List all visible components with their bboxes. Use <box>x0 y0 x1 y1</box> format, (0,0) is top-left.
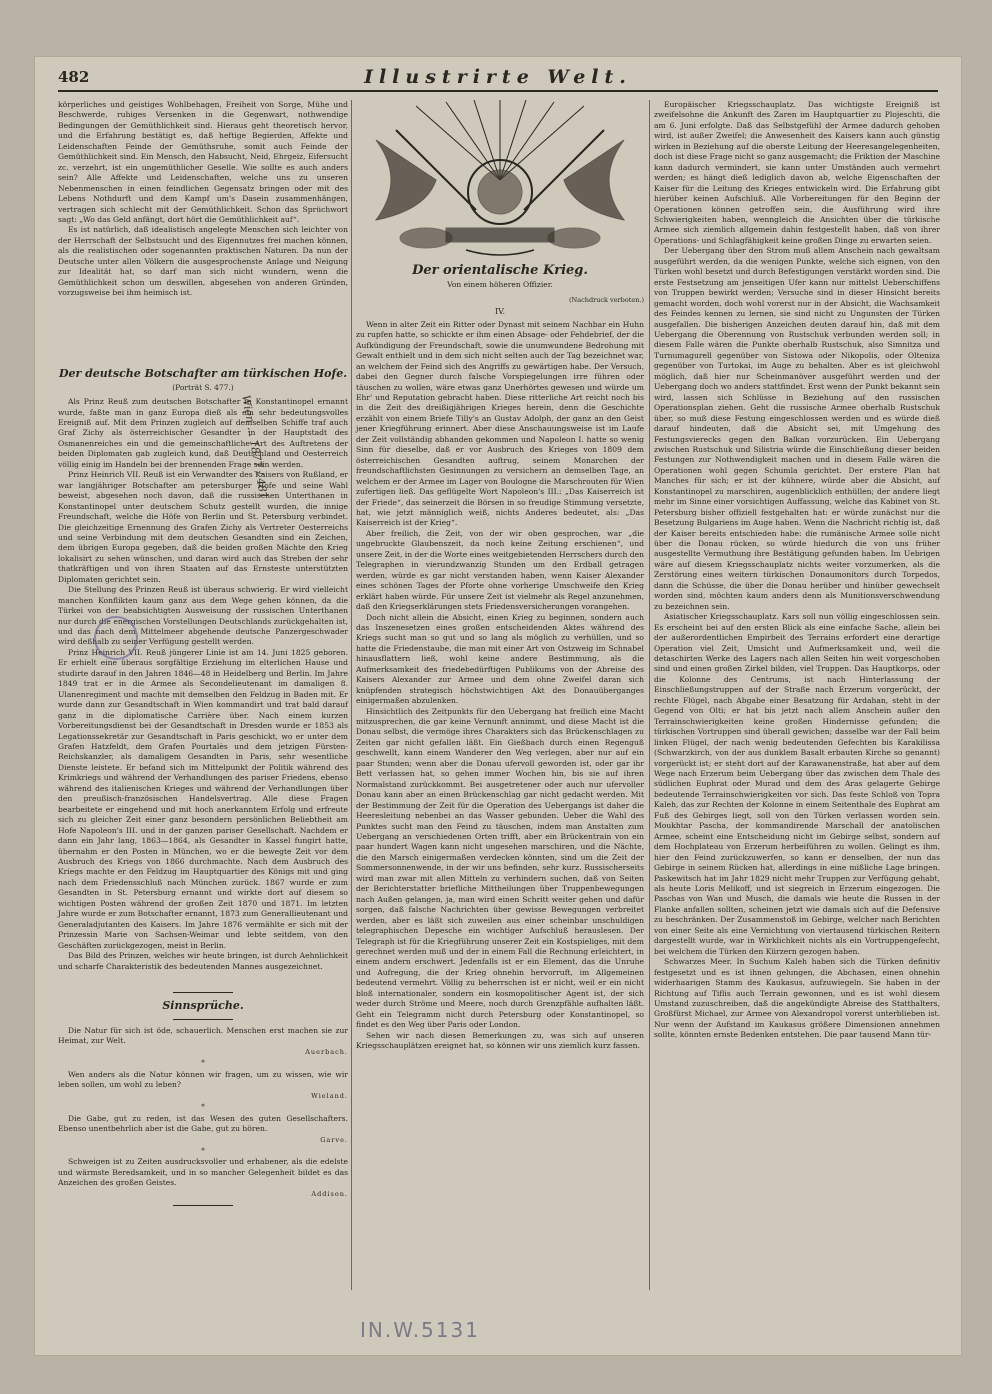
aphorism-text: Schweigen ist zu Zeiten ausdrucksvoller und erhabener, als die edelste und wärmste Beredsamkeit, und in so mancher Gelegenheit bildet es das Anzeichen des großen Geistes. <box>58 1157 348 1188</box>
intro-paragraph: körperliches und geistiges Wohlbehagen, Freiheit von Sorge, Mühe und Beschwerde, ruhiges Versenken in die Gegenwart, nothwendige Bedingungen der Gemüthlichkeit sind. Hieraus geht theoretisch hervor, und die Erfahrung bestätigt es, daß heftige Begierden, Affekte und Leidenschaften Feinde der Gemüthsruhe, somit auch Feinde der Gemüthlichkeit sind. Ein Mensch, den Habsucht, Neid, Ehrgeiz, Eifersucht zc. verzehrt, ist ein ungemüthlicher Geselle. Wie sollte es auch anders sein? Alle Affekte und Leidenschaften, welche uns zu unseren Nebenmenschen in einen feindlichen Gegensatz bringen oder mit des Lebens Nothdurft und dem Kampf um's Dasein zusammenhängen, vertragen sich schlecht mit der Gemüthlichkeit. Schon das Sprüchwort sagt: „Wo das Geld anfängt, dort hört die Gemüthlichkeit auf“. <box>58 100 348 224</box>
column-left <box>58 100 348 1212</box>
article-paragraph: Prinz Heinrich VII. Reuß ist ein Verwandter des Kaisers von Rußland, er war langjähriger Botschafter am petersburger Hofe und seine Wahl beweist, abgesehen noch davon, daß die russischen Unterthanen in Konstantinopel unter deutschem Schutz gestellt wurden, die innige Freundschaft, welche die Höfe von Berlin und St. Petersburg verbindet. Die gleichzeitige Ernennung des Grafen Zichy als Vertreter Oesterreichs und seine Verbindung mit dem deutschen Gesandten sind ein Zeichen, dem übrigen Europa gegeben, daß die beiden großen Mächte den Krieg lokalisirt zu sehen wünschen, und daran wird auch das Streben der sehr thatkräftigen und von ihren Staaten auf das Ernsteste unterstützten Diplomaten gerichtet sein. <box>58 470 348 584</box>
page-number: 482 <box>58 68 90 86</box>
article-paragraph: Schwarzes Meer. In Suchum Kaleh haben sich die Türken definitiv festgesetzt und es ist ihnen gelungen, die Abchasen, einen ohnehin widerhaarigen Stamm des Kaukasus, aufzuwiegeln. Sie haben in der Richtung auf Tiflis auch Terrain gewonnen, und es ist wohl diesem Umstand zuzuschreiben, daß die angekündigte Abreise des Statthalters, Großfürst Michael, zur Armee von Alexandropol vorerst unterblieben ist. Nur wenn der Aufstand im Kaukasus größere Dimensionen annehmen sollte, könnten ernste Bedenken entstehen. Die paar tausend Mann tür- <box>654 957 940 1040</box>
column-rule <box>351 100 352 1290</box>
article-paragraph: Europäischer Kriegsschauplatz. Das wichtigste Ereigniß ist zweifelsohne die Ankunft des Zaren im Hauptquartier zu Plojeschti, die am 6. Juni erfolgte. Daß das Selbstgefühl der Armee dadurch gehoben wird, ist außer Zweifel; die Anwesenheit des Kaisers kann auch günstig wirken in Beziehung auf die oberste Leitung der Heeresangelegenheiten, doch ist diese Frage nicht so ganz ausgemacht; die Friktion der Maschine kann dadurch vermindert, sie kann unter Umständen auch vermehrt werden; es hängt dieß lediglich davon ab, welche Eigenschaften der Kaiser für die Leitung des Krieges entwickeln wird. Die Erfahrung gibt hierüber keinen Aufschluß. Alle Vorbereitungen für den Beginn der Operationen können getroffen sein, die Ausführung wird ihre Schwierigkeiten haben, wenngleich die Ansichten über die türkische Armee sich ziemlich allgemein dahin festgestellt haben, daß von ihrer Operations- und Schlagfähigkeit keine großen Dinge zu erwarten seien. <box>654 100 940 245</box>
aphorism-author: Addison. <box>311 1189 348 1198</box>
section-title: Sinnsprüche. <box>162 998 244 1012</box>
divider <box>173 992 233 993</box>
article-subtitle: Von einem höheren Offizier. <box>447 280 553 290</box>
article-paragraph: Sehen wir nach diesen Bemerkungen zu, was sich auf unseren Kriegsschauplätzen ereignet hat, so können wir uns ziemlich kurz fassen. <box>356 1030 644 1051</box>
article-title: Der deutsche Botschafter am türkischen Hofe. <box>58 366 348 380</box>
spacer <box>58 972 348 986</box>
sunburst-rays <box>416 100 584 180</box>
inventory-number: IN.W.5131 <box>360 1318 480 1342</box>
column-rule <box>649 100 650 1290</box>
column-right <box>654 100 940 1041</box>
part-number: IV. <box>494 307 506 317</box>
article-paragraph: Als Prinz Reuß zum deutschen Botschafter in Konstantinopel ernannt wurde, faßte man in ganz Europa dieß als ein sehr bedeutungsvolles Ereigniß auf. Mit dem Prinzen zugleich auf demselben Schiffe traf auch Graf Zichy als österreichischer Gesandter in der Hauptstadt des Osmanenreiches ein und die gemeinschaftliche Art des Auftretens der beiden Diplomaten gab zugleich kund, daß Deutschland und Oesterreich völlig einig im Handeln bei der brennenden Frage sein werden. <box>58 397 348 469</box>
article-subtitle: (Porträt S. 477.) <box>172 382 234 392</box>
reprint-note: (Nachdruck verboten.) <box>569 295 644 304</box>
war-emblem-illustration <box>356 100 644 260</box>
article-paragraph: Asiatischer Kriegsschauplatz. Kars soll nun völlig eingeschlossen sein. Es erscheint bei auf den ersten Blick als eine einfache Sache, allein bei der außerordentlichen Empirbeit des Terrains erfordert eine derartige Operation viel Zeit, Umsicht und Aufmerksamkeit und, weil die detaschirten Werke des Lagers nach allen Seiten hin weit vorgeschoben sind und einen großen Zirkel bilden, viel Truppen. Das Hauptkorps, oder die Kolonne des Centrums, ist nach Hinterlassung der Einschließungstruppen auf der Straße nach Erzerum vorgerückt, der rechte Flügel, nach Abgabe einer Besatzung für Ardahan, steht in der Gegend von Olti; er hat bis jetzt nach allem Anschein außer den Terrainschwierigkeiten keine großen Hindernisse gefunden; die türkischen Vortruppen sind überall gewichen; dasselbe war der Fall beim linken Flügel, der nach wenig bedeutenden Gefechten bis Karakilissa (Schwarzkirch, von der aus dunklem Basalt erbauten Kirche so genannt) vorgerückt ist; er steht dort auf der Karawanenstraße, hat aber auf dem Wege nach Erzerum beim Uebergang über das zwischen dem Thale des südlichen Euphrat oder Murad und dem des Aras gelagerte Gebirge bedeutende Terrainschwierigkeiten vor sich. Das feste Schloß von Topra Kaleh, das zur Rechten der Kolonne in einem Seitenthale des Euphrat am Fuß des Gebirges liegt, soll von den Türken verlassen worden sein. Moukhtar Pascha, der kommandirende Marschall der anatolischen Armee, scheint eine Entscheidung nicht im Gebirge selbst, sondern auf dem Hochplateau von Erzerum herbeiführen zu wollen. Gelingt es ihm, hier den Feind zurückzuwerfen, so kann er denselben, der nun das Gebirge in seinem Rücken hat, allerdings in eine mißliche Lage bringen. Paskewitsch hat im Jahr 1829 nicht mehr Truppen zur Verfügung gehabt, als heute Loris Melikoff, und ist siegreich in Erzerum eingezogen. Die Paschas von Wan und Musch, die damals wie heute die Russen in der Flanke anfallen sollten, scheinen jetzt wie damals sich auf die Defensive zu beschränken. Der Zusammenstoß im Gebirge, welcher nach Berichten von einer Seite als eine Vernichtung von viertausend türkischen Reitern dargestellt wurde, war in Wirklichkeit nichts als ein Vortruppengefecht, bei welchem die Türken den Kürzern gezogen haben. <box>654 612 940 956</box>
handwritten-annotation: Wien ... 1877 / 481 <box>239 394 271 501</box>
aphorism-text: Die Gabe, gut zu reden, ist das Wesen des guten Gesellschafters. Ebenso unentbehrlich aber ist die Gabe, gut zu hören. <box>58 1113 348 1134</box>
article-paragraph: Doch nicht allein die Absicht, einen Krieg zu beginnen, sondern auch das Inszenesetzen eines großen entscheidenden Aktes während des Kriegs sucht man so gut und so lang als möglich zu verhüllen, und so hatte die Friedenstaube, die man mit einer Art von Ostzweig im Schnabel hinausflattern ließ, wohl keine andere Bestimmung, als die Aufmerksamkeit des friedebedürftigen Publikums von der Abreise des Kaisers Alexander zur Armee und dem ohne Zweifel daran sich knüpfenden strategisch höchstwichtigen Akt des Donauüberganges einigermaßen abzulenken. <box>356 612 644 706</box>
masthead-title: Illustrirte Welt. <box>364 66 632 88</box>
separator-star: * <box>201 1146 205 1155</box>
library-stamp <box>94 616 138 660</box>
intro-paragraph: Es ist natürlich, daß idealistisch angelegte Menschen sich leichter von der Herrschaft der Selbstsucht und des Eigennutzes frei machen können, als die realistischen oder sogenannten praktischen Naturen. Da nun der Deutsche unter allen Völkern die ausgesprochenste Anlage und Neigung zur Idealität hat, so darf man sich nicht wundern, wenn die Gemüthlichkeit schon um deswillen, abgesehen von anderen Gründen, vorzugsweise bei ihm heimisch ist. <box>58 225 348 298</box>
page-header <box>58 66 938 92</box>
separator-star: * <box>201 1103 205 1112</box>
separator-star: * <box>201 1059 205 1068</box>
aphorism-author: Auerbach. <box>305 1047 348 1056</box>
aphorism-author: Garve. <box>320 1135 348 1144</box>
article-paragraph: Prinz Heinrich VII. Reuß jüngerer Linie ist am 14. Juni 1825 geboren. Er erhielt eine überaus sorgfältige Erziehung im elterlichen Hause und studirte darauf in den Jahren 1846—48 in Heidelberg und Berlin. Im Jahre 1849 trat er in die Armee als Secondelieutenant im damaligen 8. Ulanenregiment und machte mit demselben den Feldzug in Baden mit. Er wurde dann zur Gesandtschaft in Wien kommandirt und trat bald darauf ganz in die diplomatische Carrière über. Nach einem kurzen Vorbereitungsdienst bei der Gesandtschaft in Dresden wurde er 1853 als Legationssekretär zur Gesandtschaft in Paris geschickt, wo er unter dem Grafen Hatzfeldt, dem Grafen Pourtalès und dem jetzigen Fürsten-Reichskanzler, als damaligem Gesandten in Paris, sehr wesentliche Dienste leistete. Er befand sich im Mittelpunkt der Politik während des Krimkriegs und während der Verhandlungen des pariser Friedens, ebenso während des italienischen Krieges und während der Verhandlungen über den preußisch-französischen Handelsvertrag. Alle diese Fragen bearbeitete er eingehend und mit hoch anerkanntem Erfolg und erfreute sich zu gleicher Zeit einer ganz besondern persönlichen Beliebtheit am Hofe Napoleon's III. und in der ganzen pariser Gesellschaft. Nachdem er dann ein Jahr lang, 1863—1864, als Gesandter in Kassel fungirt hatte, übernahm er den Posten in München, wo er die bewegte Zeit vor dem Ausbruch des Kriegs von 1866 durchmachte. Nach dem Ausbruch des Kriegs machte er den Feldzug im Hauptquartier des Königs mit und ging nach dem Friedensschluß nach München zurück. 1867 wurde er zum Gesandten in St. Petersburg ernannt und wirkte dort auf diesem so wichtigen Posten während der großen Zeit 1870 und 1871. Im letzten Jahre wurde er zum Botschafter ernannt, 1873 zum Generallieutenant und Generaladjutanten des Kaisers. Im Jahre 1876 vermählte er sich mit der Prinzessin Marie von Sachsen-Weimar und lebte seitdem, von den Geschäften zurückgezogen, meist in Berlin. <box>58 647 348 950</box>
article-paragraph: Aber freilich, die Zeit, von der wir oben gesprochen, war „die ungebruckte Glaubenszeit, da noch keine Zeitung erschienen“, und unsere Zeit, in der die Worte eines weitgebietenden Herrschers durch den Telegraphen in vierundzwanzig Stunden um den Erdball getragen werden, würde es gar nicht verstanden haben, wenn Kaiser Alexander eines schönen Tages der Pforte ohne vorherige Umschweife den Krieg erklärt haben würde. Für unsere Zeit ist vielmehr als Regel anzunehmen, daß den Kriegserklärungen stets Friedensversicherungen vorangehen. <box>356 528 644 612</box>
article-title: Der orientalische Krieg. <box>412 263 588 278</box>
divider <box>173 1019 233 1020</box>
divider <box>173 1205 233 1206</box>
aphorism-text: Wen anders als die Natur können wir fragen, um zu wissen, wie wir leben sollen, um wohl zu leben? <box>58 1069 348 1090</box>
article-paragraph: Die Stellung des Prinzen Reuß ist überaus schwierig. Er wird vielleicht manchen Konflikten kaum ganz aus dem Wege gehen können, da die Türkei von der beabsichtigten Ausweisung der russischen Unterthanen nur durch die energischen Vorstellungen Deutschlands zurückgehalten ist, und das nach dem Mittelmeer abgehende deutsche Panzergeschwader wird deßhalb zu seiner Verfügung gestellt werden. <box>58 585 348 647</box>
article-paragraph: Der Uebergang über den Strom muß allem Anschein nach gewaltsam ausgeführt werden, da die wenigen Punkte, welche sich eignen, von den Türken wohl besetzt und durch Befestigungen verstärkt worden sind. Die erste Festsetzung am jenseitigen Ufer kann nur mittelst Ueberschiffens von Truppen bewirkt werden; Versuche sind in dieser Hinsicht bereits gemacht worden, doch wohl vorerst nur in der Absicht, die Wachsamkeit des Feindes kennen zu lernen, sie sind nicht zu Ungunsten der Türken ausgefallen. Die bisherigen Anzeichen deuten darauf hin, daß mit dem Uebergang die Oberennung von Rustschuk verbunden werden soll; in diesem Falle wären die Punkte oberhalb Rustschuk, also Simnitza und Turnumagurell gegenüber von Sistowa oder Nikopolis, oder Olteniza gegenüber von Turtokai, im Auge zu behalten. Aber es ist gleichwohl möglich, daß hier nur Scheinmanöver ausgeführt werden und der Uebergang doch wo anders stattfindet. Erst wenn der Punkt bekannt sein wird, lassen sich Schlüsse in Beziehung auf den russischen Operationsplan ziehen. Geht die russische Armee oberhalb Rustschuk über, so muß diese Festung eingeschlossen werden und es würde dieß darauf hindeuten, daß die Absicht sei, mit Umgehung des Festungsvierecks gegen den Balkan vorzurücken. Ein Uebergang zwischen Rustschuk und Silistria würde die Einschließung dieser beiden Festungen zur Nothwendigkeit machen und in diesem Falle wären die Operationen wohl gegen Schumla gerichtet. Der erstere Plan hat Manches für sich; er ist der kühnere, würde aber die Absicht, auf Konstantinopel zu marschiren, augenblicklich enthüllen; der andere liegt mehr im Sinne einer vorsichtigen Auffassung, welche das Kabinet von St. Petersburg bisher offiziell festgehalten hat: er würde zunächst nur die Besetzung Bulgariens im Auge haben. Wenn die Nachricht richtig ist, daß der Kaiser bereits entschieden habe: die rumänische Armee solle nicht über die Donau rücken, so würde hiedurch die von uns früher ausgestellte Vermuthung ihre Bestätigung gefunden haben. Im Uebrigen wäre auf diesem Kriegsschauplatz nichts weiter vorzumerken, als die Zerstörung eines weitern türkischen Donaumonitors durch Torpedos, dann die Schüsse, die über die Donau herüber und hinüber gewechselt worden sind, möchten kaum anders denn als Munitionsverschwendung zu bezeichnen sein. <box>654 246 940 611</box>
aphorism-author: Wieland. <box>311 1091 348 1100</box>
aphorism-text: Die Natur für sich ist öde, schauerlich. Menschen erst machen sie zur Heimat, zur Welt. <box>58 1025 348 1046</box>
article-paragraph: Wenn in alter Zeit ein Ritter oder Dynast mit seinem Nachbar ein Huhn zu rupfen hatte, so schickte er ihm einen Absage- oder Fehdebrief, der die Aufkündigung der Freundschaft, sowie die unumwundene Bedrohung mit Gewalt enthielt und in dem sich nicht selten auch der Tag bezeichnet war, an welchem der Feind sich des Angriffs zu gewärtigen habe. Der Versuch, dabei den Gegner durch falsche Vorspiegelungen irre führen oder täuschen zu wollen, wäre etwas ganz Unerhörtes gewesen und würde um Ehr' und Reputation gebracht haben. Diese ritterliche Art reicht noch bis in die Zeit des dreißigjährigen Krieges herein, denn die Geschichte erzählt von einem Briefe Tilly's an Gustav Adolph, der ganz an den Geist jener Kriegführung erinnert. Aber diese Anschauungsweise ist im Laufe der Zeit vollständig abhanden gekommen und Napoleon I. hatte so wenig Sinn für dieselbe, daß er vor Ausbruch des Krieges von 1809 dem österreichischen Gesandten auftrug, seinem Monarchen der freundschaftlichsten Gesinnungen zu versichern an demselben Tage, an welchem er der Armee im Lager von Boulogne die Marschrouten für Wien zufertigen ließ. Das geflügelte Wort Napoleon's III.: „Das Kaiserreich ist der Friede“, das seinerzeit die Börsen in so freudige Stimmung versetzte, hat, wie jetzt männiglich weiß, nichts Anderes bedeutet, als: „Das Kaiserreich ist der Krieg“. <box>356 319 644 528</box>
spacer <box>58 299 348 361</box>
column-middle <box>356 100 644 1052</box>
article-paragraph: Hinsichtlich des Zeitpunkts für den Uebergang hat freilich eine Macht mitzusprechen, die gar keine Vernunft annimmt, und diese Macht ist die Donau selbst, die vermöge ihres Charakters sich das Brückenschlagen zu Zeiten gar nicht gefallen läßt. Ein Gießbach durch einen Regenguß geschwellt, kann einem Wanderer den Weg verlegen, aber nur auf ein paar Stunden; wenn aber die Donau ufervoll geworden ist, oder gar ihr Bett verlassen hat, so gehen immer Wochen hin, bis sie auf ihren Normalstand zurückkommt. Bei ausgetretener oder auch nur ufervoller Donau kann aber an einen Brückenschlag gar nicht gedacht werden. Mit der Bestimmung der Zeit für die Operation des Uebergangs ist daher die Heeresleitung nebenbei an das Wasser gebunden. Ueber die Wahl des Punktes sucht man den Feind zu täuschen, indem man Anstalten zum Uebergang an verschiedenen Orten trifft, aber ein Brückentrain von ein paar hundert Wagen kann nicht ungesehen marschiren, und die Nächte, die den Marsch einigermaßen verdecken könnten, sind um die Zeit der Sommersonnenwende, in der wir uns befinden, sehr kurz. Russischerseits wird man zwar mit allen Mitteln zu verhindern suchen, daß von Seiten der Berichterstatter briefliche Mittheilungen über Truppenbewegungen nach Außen gelangen, ja, man wird einen Schritt weiter gehen und dafür sorgen, daß falsche Nachrichten über gewisse Bewegungen verbreitet werden, aber es läßt sich zuweilen aus einer scheinbar unschuldigen telegraphischen Depesche ein wichtiger Aufschluß herauslesen. Der Telegraph ist für die Kriegführung unserer Zeit ein Kostspieliges, mit dem gerechnet werden muß und der in einem Fall die Rechnung erleichtert, in einem andern erschwert. Jedenfalls ist er ein Element, das die Unruhe und Aufregung, die der Krieg ohnehin hervorruft, im Allgemeinen bedeutend vermehrt. Völlig zu beherrschen ist er nicht, weil er ein nicht bloß internationaler, sondern ein kosmopolitischer Agent ist, der sich weder durch Ströme und Meere, noch durch Grenzpfähle aufhalten läßt. Geht ein Telegramm nicht durch Petersburg oder Konstantinopel, so findet es den Weg über Paris oder London. <box>356 706 644 1030</box>
newspaper-page <box>34 56 962 1356</box>
article-paragraph: Das Bild des Prinzen, welches wir heute bringen, ist durch Aehnlichkeit und scharfe Charakteristik des bedeutenden Mannes ausgezeichnet. <box>58 951 348 971</box>
